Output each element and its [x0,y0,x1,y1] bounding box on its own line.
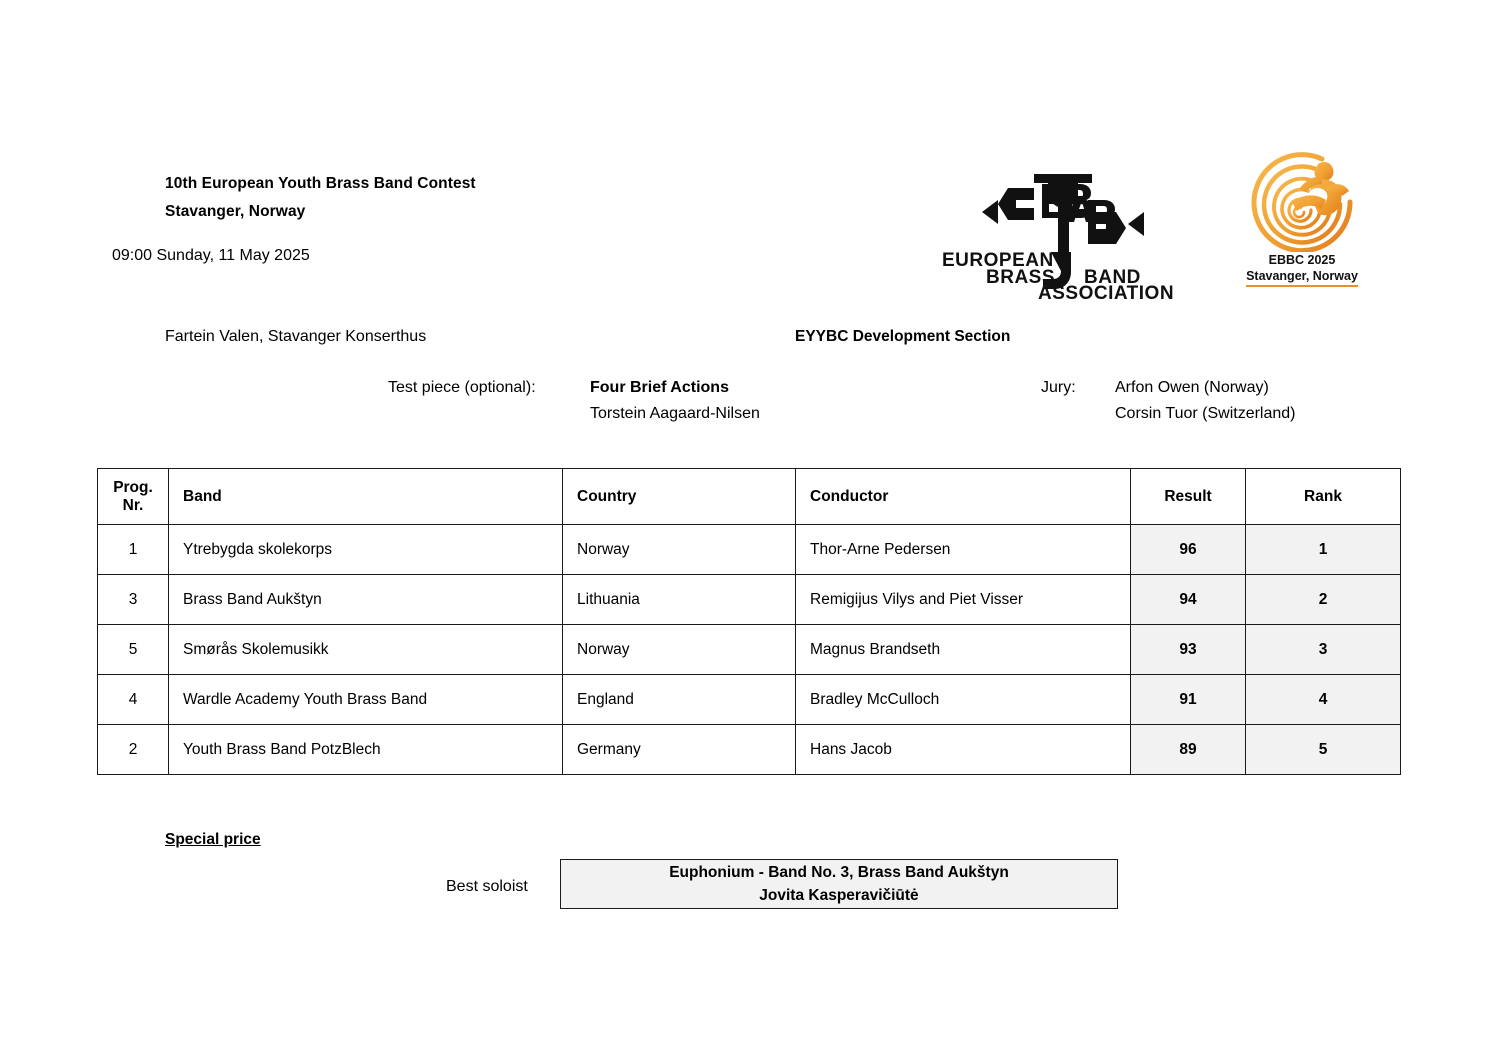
column-header-result: Result [1131,469,1246,525]
ebba-logo-word-european: EUROPEAN [942,250,1054,271]
cell-conductor: Thor-Arne Pedersen [796,525,1131,575]
contest-title-line-2: Stavanger, Norway [165,203,306,220]
test-piece-composer: Torstein Aagaard-Nilsen [590,405,760,422]
cell-result: 93 [1131,625,1246,675]
column-header-conductor: Conductor [796,469,1131,525]
contest-datetime: 09:00 Sunday, 11 May 2025 [112,247,310,264]
column-header-band: Band [169,469,563,525]
cell-conductor: Hans Jacob [796,725,1131,775]
cell-band: Ytrebygda skolekorps [169,525,563,575]
cell-prog-nr: 1 [98,525,169,575]
cell-country: Norway [563,625,796,675]
contest-title-line-1: 10th European Youth Brass Band Contest [165,175,476,192]
test-piece-title: Four Brief Actions [590,379,729,396]
cell-prog-nr: 3 [98,575,169,625]
cell-rank: 2 [1246,575,1401,625]
cell-country: England [563,675,796,725]
column-header-prog-nr [98,469,169,525]
cell-country: Norway [563,525,796,575]
column-header-prog-line-2: Nr. [122,496,144,514]
cell-band: Wardle Academy Youth Brass Band [169,675,563,725]
table-row [98,725,1401,775]
results-table [97,468,1401,775]
ebba-logo-word-brass: BRASS [986,267,1056,288]
table-row [98,625,1401,675]
cell-rank: 1 [1246,525,1401,575]
cell-prog-nr: 2 [98,725,169,775]
column-header-prog-line-1: Prog. [113,478,153,496]
jury-member-1: Arfon Owen (Norway) [1115,379,1269,396]
cell-rank: 3 [1246,625,1401,675]
cell-result: 91 [1131,675,1246,725]
ebbc-logo-caption [1222,252,1382,287]
column-header-country: Country [563,469,796,525]
best-soloist-award-line-1: Euphonium - Band No. 3, Brass Band Aukštyn [669,864,1009,881]
cell-band: Youth Brass Band PotzBlech [169,725,563,775]
contest-title [165,170,476,226]
ebba-logo-word-band: BAND [1084,267,1141,288]
column-header-rank: Rank [1246,469,1401,525]
cell-conductor: Bradley McCulloch [796,675,1131,725]
special-price-heading: Special price [165,831,261,848]
test-piece-label: Test piece (optional): [388,379,536,396]
jury-list [1115,375,1296,427]
cell-prog-nr: 4 [98,675,169,725]
table-row [98,575,1401,625]
ebbc-logo-line-2: Stavanger, Norway [1246,268,1358,287]
cell-conductor: Magnus Brandseth [796,625,1131,675]
contest-section-name: EYYBC Development Section [795,328,1011,345]
jury-label: Jury: [1041,379,1076,396]
ebba-logo [938,166,1183,301]
ebbc-2025-logo [1222,152,1382,304]
cell-country: Germany [563,725,796,775]
table-header-row [98,469,1401,525]
cell-rank: 4 [1246,675,1401,725]
ebba-logo-word-association: ASSOCIATION [1038,283,1175,301]
cell-prog-nr: 5 [98,625,169,675]
best-soloist-label: Best soloist [446,878,528,895]
cell-country: Lithuania [563,575,796,625]
cell-conductor: Remigijus Vilys and Piet Visser [796,575,1131,625]
jury-member-2: Corsin Tuor (Switzerland) [1115,405,1296,422]
table-row [98,675,1401,725]
best-soloist-award-box [560,859,1118,909]
cell-band: Smørås Skolemusikk [169,625,563,675]
contest-venue: Fartein Valen, Stavanger Konserthus [165,328,427,345]
cell-result: 96 [1131,525,1246,575]
cell-band: Brass Band Aukštyn [169,575,563,625]
cell-rank: 5 [1246,725,1401,775]
cell-result: 89 [1131,725,1246,775]
ebbc-logo-line-1: EBBC 2025 [1268,253,1336,267]
test-piece-details [590,375,760,427]
best-soloist-award-line-2: Jovita Kasperavičiūtė [759,887,919,904]
table-row [98,525,1401,575]
cell-result: 94 [1131,575,1246,625]
